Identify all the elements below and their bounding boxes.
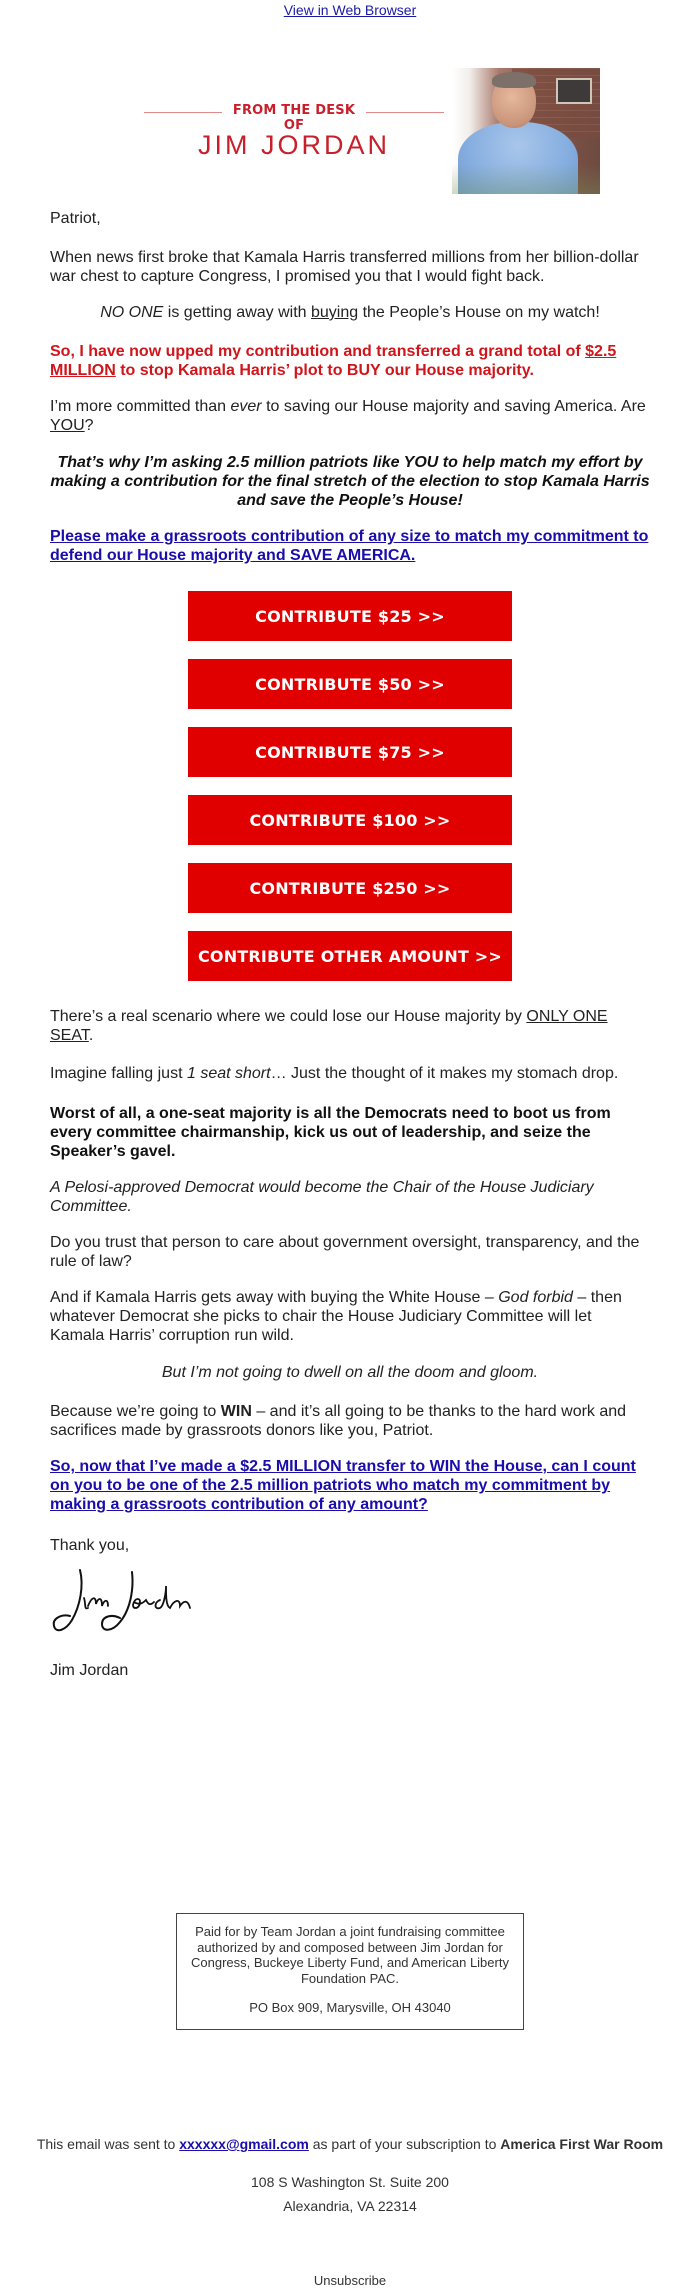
paragraph-11: Do you trust that person to care about government oversight, transparency, and the rule of law? (50, 1234, 640, 1270)
count-on-you-link[interactable]: So, now that I’ve made a $2.5 MILLION transfer to WIN the House, can I count on you to be one of the 2.5 million patriots who match my commitment by making a grassroots contribution of any amount? (50, 1458, 636, 1513)
contribute-100-button[interactable]: CONTRIBUTE $100 >> (188, 795, 512, 845)
paragraph-15 (50, 1457, 650, 1514)
p14-text-c: – and it’s all going to be thanks to the hard work and sacrifices made by grassroots donors like you, Patriot. (50, 1403, 627, 1439)
sent-text-a: This email was sent to (36, 2136, 180, 2152)
subscription-notice (0, 2136, 700, 2152)
contribute-250-button[interactable]: CONTRIBUTE $250 >> (188, 863, 512, 913)
signer-name: Jim Jordan (50, 1662, 129, 1679)
closing: Thank you, (50, 1537, 130, 1554)
paragraph-10: A Pelosi-approved Democrat would become the Chair of the House Judiciary Committee. (50, 1179, 594, 1215)
contribute-25-button[interactable]: CONTRIBUTE $25 >> (188, 591, 512, 641)
paragraph-9: Worst of all, a one-seat majority is all the Democrats need to boot us from every committee chairmanship, kick us out of leadership, and seize the Speaker’s gavel. (50, 1105, 611, 1160)
paragraph-13: But I’m not going to dwell on all the doom and gloom. (161, 1364, 539, 1381)
header-rule-right (366, 112, 444, 113)
greeting: Patriot, (50, 210, 101, 227)
p3-text-c: to stop Kamala Harris’ plot to BUY our House majority. (115, 362, 534, 379)
paragraph-2 (50, 303, 650, 322)
contribute-75-button[interactable]: CONTRIBUTE $75 >> (188, 727, 512, 777)
p2-text-b: is getting away with (163, 304, 311, 321)
god-forbid-text: God forbid (498, 1289, 573, 1306)
no-one-text: NO ONE (100, 304, 164, 321)
p4-text-c: to saving our House majority and saving America. Are (261, 398, 646, 415)
footer-address-line-2: Alexandria, VA 22314 (283, 2198, 417, 2214)
paragraph-6 (50, 527, 650, 565)
footer-address-line-1: 108 S Washington St. Suite 200 (251, 2174, 449, 2190)
top-link-bar (0, 0, 700, 24)
candidate-photo (452, 68, 600, 194)
handwritten-signature (50, 1562, 210, 1642)
win-text: WIN (220, 1403, 252, 1420)
paid-for-disclaimer (176, 1913, 524, 2030)
paragraph-8 (50, 1064, 650, 1083)
paragraph-14 (50, 1402, 650, 1440)
p2-text-d: the People’s House on my watch! (358, 304, 600, 321)
p8-text-c: … Just the thought of it makes my stomach drop. (270, 1065, 619, 1082)
view-in-browser-link[interactable]: View in Web Browser (283, 2, 417, 18)
from-desk-label: FROM THE DESK OF (232, 103, 356, 133)
p3-text-a: So, I have now upped my contribution and transferred a grand total of (50, 343, 586, 360)
p14-text-a: Because we’re going to (50, 1403, 221, 1420)
header-rule-left (144, 112, 222, 113)
p4-text-a: I’m more committed than (50, 398, 231, 415)
header-banner (144, 68, 600, 194)
paragraph-4 (50, 397, 650, 435)
one-seat-short-text: 1 seat short (186, 1065, 271, 1082)
disclaimer-address: PO Box 909, Marysville, OH 43040 (249, 2000, 451, 2015)
p12-text-c: – then whatever Democrat she picks to chair the House Judiciary Committee will let Kamala Harris’ corruption run wild. (50, 1289, 622, 1344)
unsubscribe-link[interactable]: Unsubscribe (313, 2273, 387, 2288)
p12-text-a: And if Kamala Harris gets away with buying the White House – (50, 1289, 499, 1306)
sender-name-title: JIM JORDAN (198, 130, 390, 160)
grassroots-contribution-link[interactable]: Please make a grassroots contribution of any size to match my commitment to defend our House majority and SAVE AMERICA. (50, 528, 649, 564)
buying-text: buying (310, 304, 359, 321)
amount-highlight: $2.5 MILLION (50, 343, 617, 379)
p8-text-a: Imagine falling just (50, 1065, 187, 1082)
ever-text: ever (230, 398, 262, 415)
sent-text-b: as part of your subscription to (308, 2136, 501, 2152)
contribute-other-amount-button[interactable]: CONTRIBUTE OTHER AMOUNT >> (188, 931, 512, 981)
paragraph-12 (50, 1288, 650, 1345)
you-text: YOU (50, 417, 85, 434)
contribute-50-button[interactable]: CONTRIBUTE $50 >> (188, 659, 512, 709)
paragraph-5: That’s why I’m asking 2.5 million patriots like YOU to help match my effort by making a contribution for the final stretch of the election to stop Kamala Harris and save the People’s House! (50, 454, 650, 509)
recipient-email-link[interactable]: xxxxxx@gmail.com (179, 2136, 309, 2152)
only-one-seat-text: ONLY ONE SEAT (50, 1008, 608, 1044)
paragraph-1: When news first broke that Kamala Harris transferred millions from her billion-dollar war chest to capture Congress, I promised you that I would fight back. (50, 249, 639, 285)
disclaimer-text: Paid for by Team Jordan a joint fundraising committee authorized by and composed between Jim Jordan for Congress, Buckeye Liberty Fund, and American Liberty Foundation PAC. (191, 1924, 509, 1986)
paragraph-3 (50, 342, 650, 380)
header-title-block (144, 68, 444, 194)
paragraph-7 (50, 1007, 650, 1045)
p7-text-a: There’s a real scenario where we could lose our House majority by (50, 1008, 527, 1025)
list-name: America First War Room (500, 2136, 664, 2152)
p4-text-e: ? (84, 417, 94, 434)
p7-text-c: . (88, 1027, 94, 1044)
